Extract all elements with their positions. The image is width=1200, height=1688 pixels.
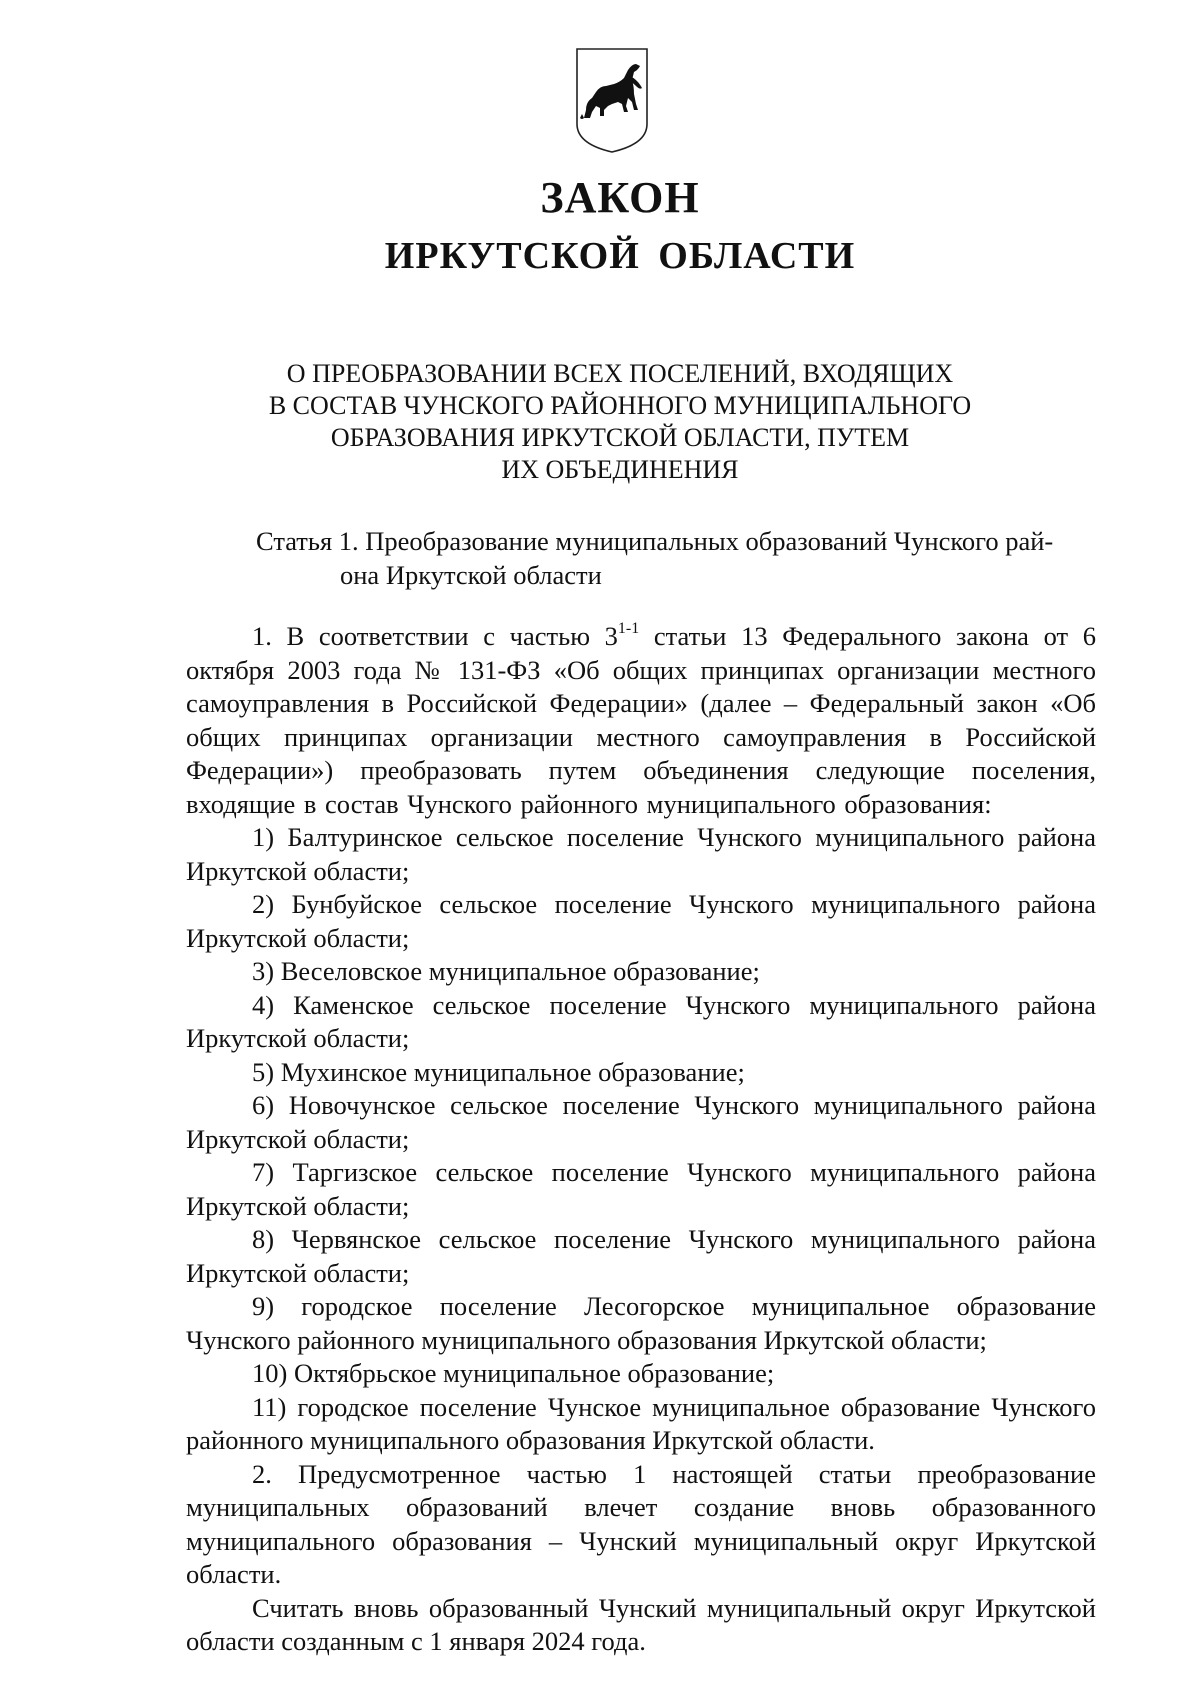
region-title: ИРКУТСКОЙ ОБЛАСТИ: [384, 235, 856, 277]
list-item: 2) Бунбуйское сельское поселение Чунского муниципального района Иркутской области;: [186, 889, 1096, 953]
subject-line: ИХ ОБЪЕДИНЕНИЯ: [501, 455, 739, 484]
list-item: 3) Веселовское муниципальное образование;: [252, 956, 760, 986]
paragraph-1: [186, 620, 1096, 821]
article-heading: [256, 524, 1096, 592]
law-subject: [0, 358, 1200, 486]
subject-line: ОБРАЗОВАНИЯ ИРКУТСКОЙ ОБЛАСТИ, ПУТЕМ: [330, 423, 910, 452]
list-item: 10) Октябрьское муниципальное образование;: [252, 1358, 775, 1388]
list-item: 11) городское поселение Чунское муниципальное образование Чунского районного муниципального образования Иркутской области.: [186, 1391, 1096, 1455]
article-body: [186, 620, 1096, 1659]
subject-line: В СОСТАВ ЧУНСКОГО РАЙОННОГО МУНИЦИПАЛЬНОГО: [268, 391, 972, 420]
superscript-part: 1-1: [617, 620, 640, 638]
list-item: 7) Таргизское сельское поселение Чунского муниципального района Иркутской области;: [186, 1157, 1096, 1221]
paragraph-1-prefix: 1. В соответствии с частью 3: [252, 621, 618, 651]
list-item: 1) Балтуринское сельское поселение Чунского муниципального района Иркутской области;: [186, 822, 1096, 886]
law-title: ЗАКОН: [540, 173, 700, 222]
paragraph-2: 2. Предусмотренное частью 1 настоящей статьи преобразование муниципальных образований влечет создание вновь образованного муниципального образования – Чунский муниципальный округ Иркутской области.: [186, 1458, 1096, 1589]
coat-of-arms-emblem: [574, 46, 650, 154]
subject-line: О ПРЕОБРАЗОВАНИИ ВСЕХ ПОСЕЛЕНИЙ, ВХОДЯЩИХ: [286, 359, 954, 388]
paragraph-1-rest: статьи 13 Федерального закона от 6 октября 2003 года № 131-ФЗ «Об общих принципах организации местного самоуправления в Российской Федерации» (далее – Федеральный закон «Об общих принципах организации местного самоуправления в Российской Федерации») преобразовать путем объединения следующие поселения, входящие в состав Чунского районного муниципального образования:: [186, 621, 1096, 819]
list-item: 8) Червянское сельское поселение Чунского муниципального района Иркутской области;: [186, 1224, 1096, 1288]
article-heading-line-2: она Иркутской области: [340, 560, 602, 590]
list-item: 5) Мухинское муниципальное образование;: [252, 1056, 745, 1087]
list-item: 6) Новочунское сельское поселение Чунского муниципального района Иркутской области;: [186, 1090, 1096, 1154]
article-heading-line-1: Статья 1. Преобразование муниципальных образований Чунского рай-: [256, 526, 1054, 556]
list-item: 4) Каменское сельское поселение Чунского муниципального района Иркутской области;: [186, 989, 1096, 1053]
list-item: 9) городское поселение Лесогорское муниципальное образование Чунского районного муниципального образования Иркутской области;: [186, 1291, 1096, 1355]
paragraph-3: Считать вновь образованный Чунский муниципальный округ Иркутской области созданным с 1 января 2024 года.: [186, 1592, 1096, 1656]
